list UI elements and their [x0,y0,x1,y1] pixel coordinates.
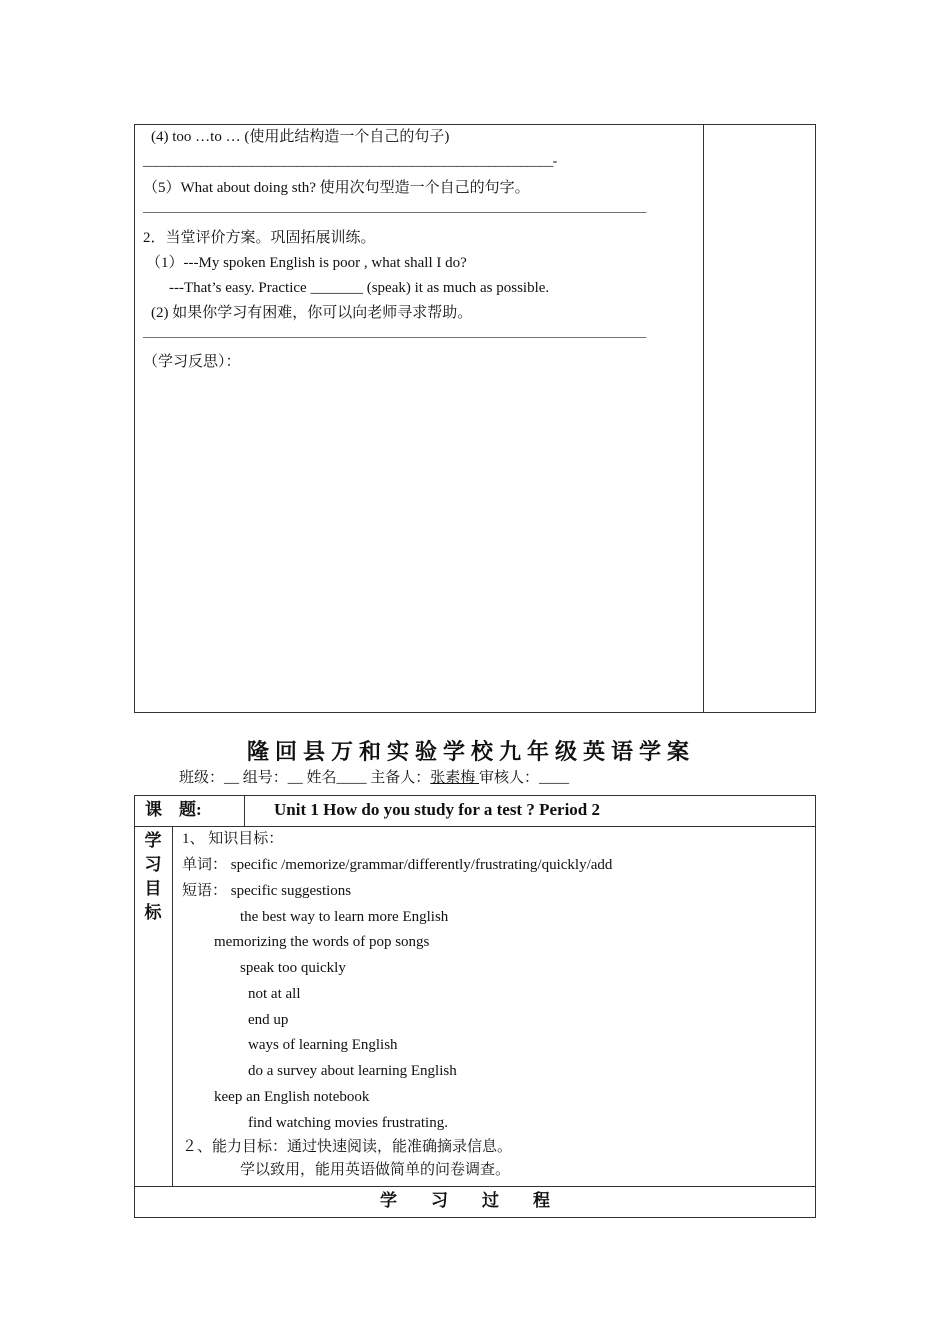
topic-label-divider [244,795,245,826]
evaluation-q1-answer: ---That’s easy. Practice _______ (speak) it as much as possible. [169,280,550,296]
process-row-border [134,1186,816,1187]
header-info-pre: 班级：__ 组号：__ 姓名____ 主备人： [179,770,431,786]
phrase-item: ways of learning English [248,1037,398,1053]
page-title: 隆回县万和实验学校九年级英语学案 [247,739,696,765]
evaluation-heading: 2．当堂评价方案。巩固拓展训练。 [143,230,376,246]
phrase-item: the best way to learn more English [240,909,449,925]
phrase-item: keep an English notebook [214,1089,370,1105]
phrase-item: do a survey about learning English [248,1063,457,1079]
reflection-label: （学习反思）： [143,354,241,370]
topic-label: 课 题: [145,800,202,819]
goals-label-char: 标 [144,903,162,922]
exercise-5-answer-line: ——————————————————————————————————————————— [143,204,647,218]
topic-value: Unit 1 How do you study for a test ? Period 2 [274,800,600,819]
knowledge-goals-heading: 1、 知识目标： [182,831,284,847]
header-info-post: 审核人：____ [479,770,570,786]
phrase-item: end up [248,1012,289,1028]
goals-label-char: 学 [144,831,162,850]
exercise-5-prompt: （5）What about doing sth? 使用次句型造一个自己的句字。 [143,180,530,196]
phrase-line: 短语： specific suggestions [182,883,352,899]
evaluation-q2: (2) 如果你学习有困难，你可以向老师寻求帮助。 [151,305,473,321]
evaluation-q2-answer-line: ——————————————————————————————————————————— [143,329,647,343]
phrase-item: find watching movies frustrating. [248,1115,448,1131]
topic-row-border [134,826,816,827]
ability-goals-line-2: 学以致用，能用英语做简单的问卷调查。 [240,1162,511,1178]
ability-goals-line: ２、能力目标：通过快速阅读，能准确摘录信息。 [182,1139,513,1155]
phrase-item: speak too quickly [240,960,346,976]
phrase-item: memorizing the words of pop songs [214,934,430,950]
evaluation-q1: （1）---My spoken English is poor , what shall I do? [146,255,467,271]
header-info-line [179,768,569,788]
top-table-divider [703,124,704,713]
goals-label-char: 目 [144,879,162,898]
vocabulary-line: 单词： specific /memorize/grammar/differently/frustrating/quickly/add [182,857,613,873]
goals-label-divider [172,826,173,1186]
preparer-name: 张素梅 [430,770,480,786]
goals-label-char: 习 [144,855,162,874]
learning-process-label: 学 习 过 程 [380,1191,550,1210]
exercise-4-prompt: (4) too …to … (使用此结构造一个自己的句子) [151,129,450,145]
phrase-item: not at all [248,986,301,1002]
exercise-4-answer-line: ________________________________________________________________- [143,154,557,169]
